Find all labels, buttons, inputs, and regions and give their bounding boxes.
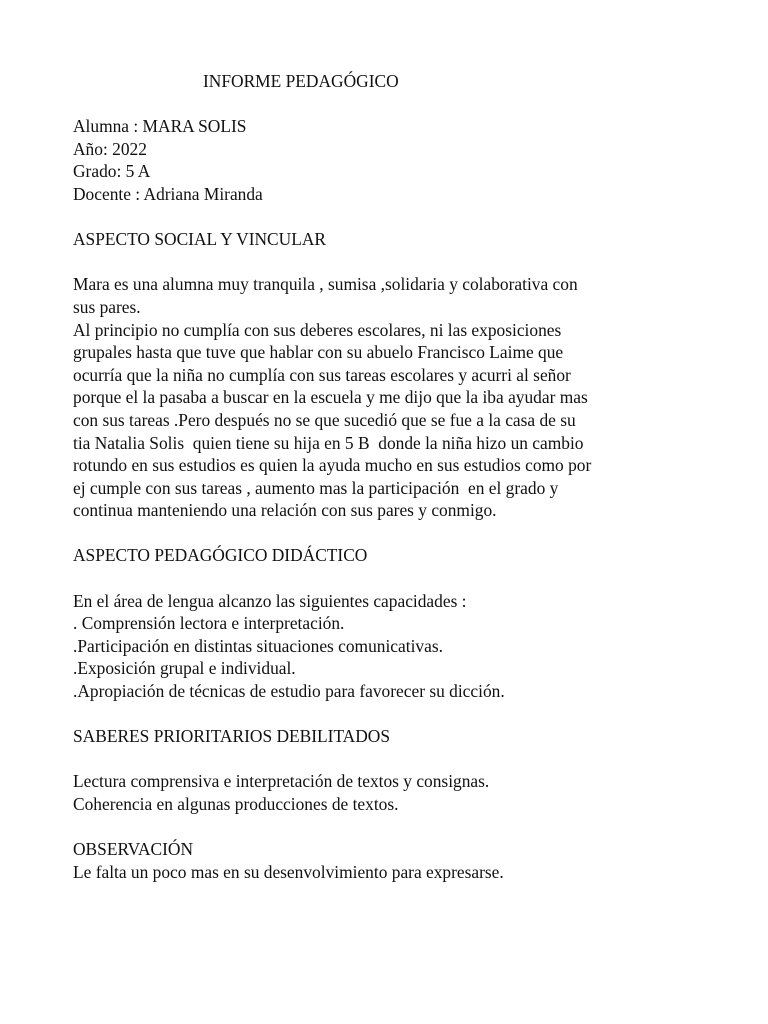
text-line: porque el la pasaba a buscar en la escuela y me dijo que la iba ayudar mas [73,387,588,408]
capacidades-intro: En el área de lengua alcanzo las siguientes capacidades : [73,590,467,611]
text-line: grupales hasta que tuve que hablar con su abuelo Francisco Laime que [73,342,564,363]
pedagogico-block [73,590,713,703]
text-line: con sus tareas .Pero después no se que sucedió que se fue a la casa de su [73,409,576,430]
section-heading-observacion: OBSERVACIÓN [73,839,194,860]
student-header [73,115,713,205]
student-name: Alumna : MARA SOLIS [73,116,247,137]
spacer [73,567,713,590]
text-line: ocurría que la niña no cumplía con sus tareas escolares y acurri al señor [73,364,571,385]
capacidad-item: .Exposición grupal e individual. [73,658,296,679]
social-paragraph [73,273,713,522]
text-line: tia Natalia Solis quien tiene su hija en 5 B donde la niña hizo un cambio [73,432,584,453]
saberes-block [73,770,713,815]
section-heading-pedagogico: ASPECTO PEDAGÓGICO DIDÁCTICO [73,545,368,566]
spacer [73,748,713,771]
text-line: rotundo en sus estudios es quien la ayuda mucho en sus estudios como por [73,455,592,476]
capacidad-item: . Comprensión lectora e interpretación. [73,613,345,634]
capacidad-item: .Participación en distintas situaciones comunicativas. [73,635,443,656]
spacer [73,251,713,274]
spacer [73,522,713,545]
observacion-text: Le falta un poco mas en su desenvolvimiento para expresarse. [73,861,504,882]
text-line: Mara es una alumna muy tranquila , sumisa ,solidaria y colaborativa con [73,274,578,295]
spacer [73,206,713,229]
spacer [73,816,713,839]
spacer [73,703,713,726]
document-title: INFORME PEDAGÓGICO [203,71,399,91]
text-line: ej cumple con sus tareas , aumento mas la participación en el grado y [73,477,559,498]
text-line: continua manteniendo una relación con sus pares y conmigo. [73,500,497,521]
teacher: Docente : Adriana Miranda [73,183,263,204]
text-line: Al principio no cumplía con sus deberes escolares, ni las exposiciones [73,319,562,340]
school-year: Año: 2022 [73,138,147,159]
saber-item: Lectura comprensiva e interpretación de textos y consignas. [73,771,490,792]
text-line: sus pares. [73,296,141,317]
section-heading-saberes: SABERES PRIORITARIOS DEBILITADOS [73,726,391,747]
document-page [73,70,713,883]
capacidad-item: .Apropiación de técnicas de estudio para favorecer su dicción. [73,681,505,702]
saber-item: Coherencia en algunas producciones de textos. [73,794,399,814]
grade: Grado: 5 A [73,161,151,182]
section-heading-social: ASPECTO SOCIAL Y VINCULAR [73,229,326,250]
